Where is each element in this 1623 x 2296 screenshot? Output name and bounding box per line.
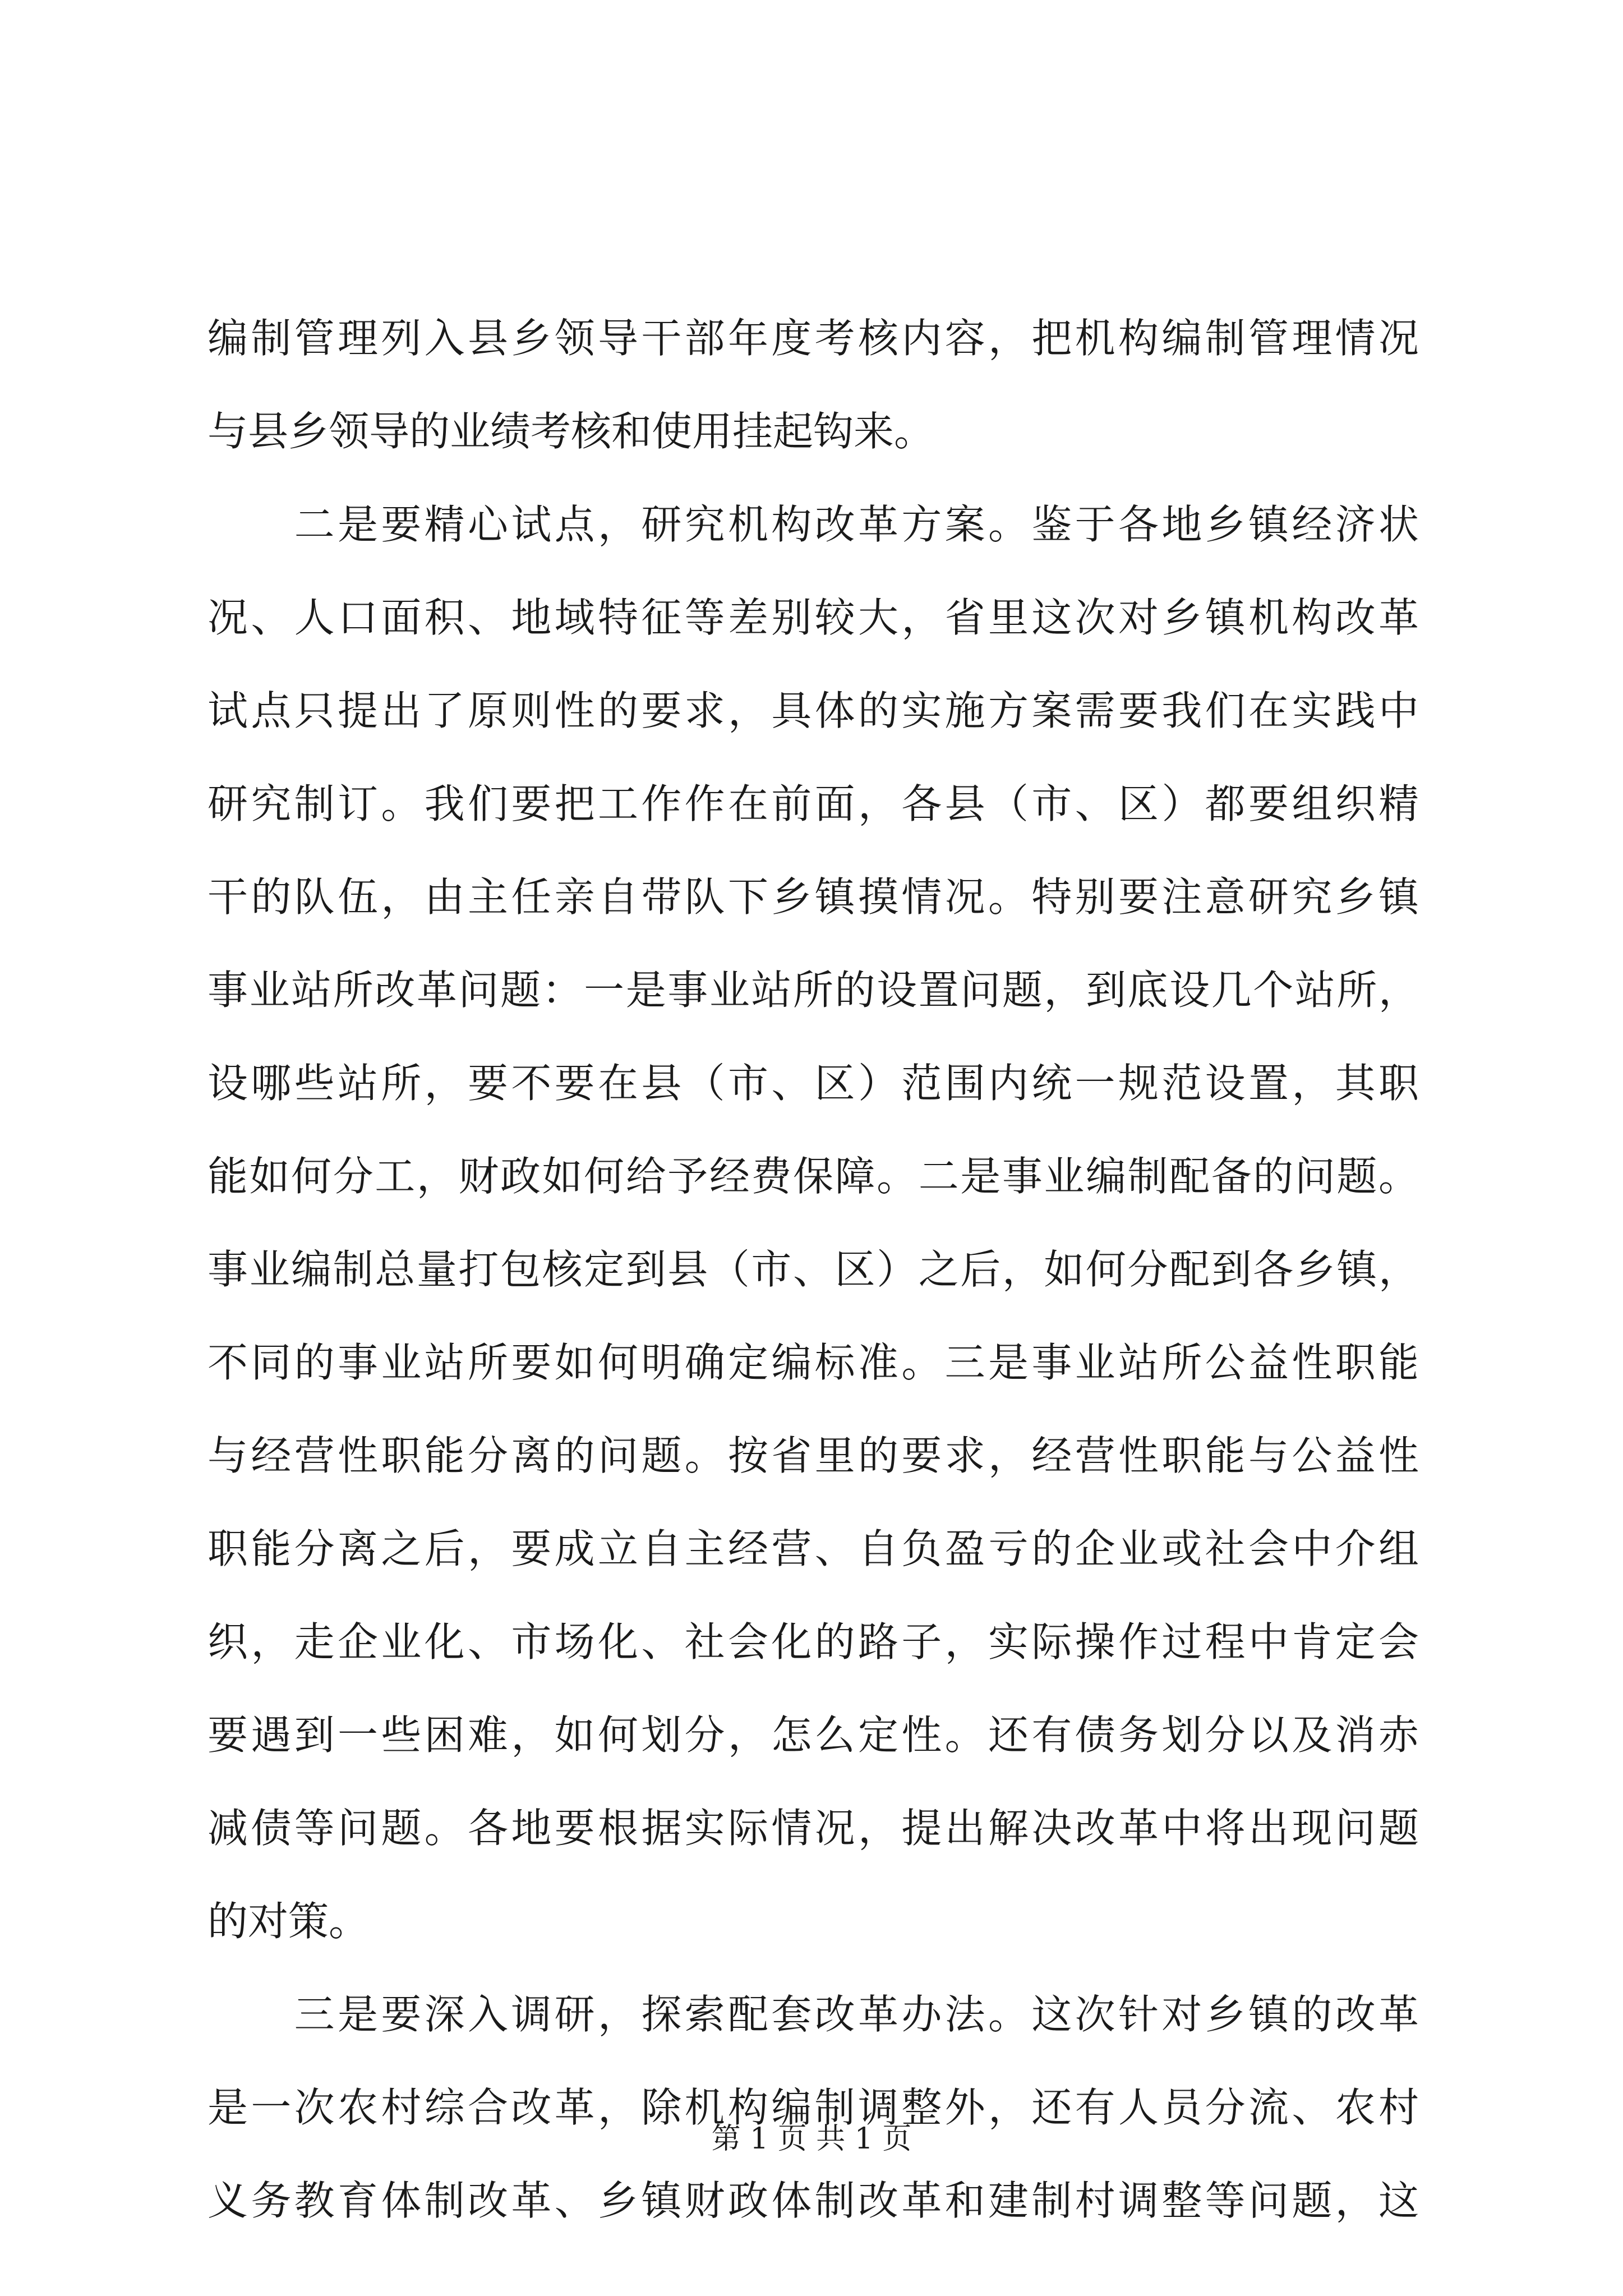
text-line: 织，走企业化、市场化、社会化的路子，实际操作过程中肯定会 xyxy=(208,1618,1419,1665)
text-line: 要遇到一些困难，如何划分，怎么定性。还有债务划分以及消赤 xyxy=(208,1711,1419,1759)
text-line: 干的队伍，由主任亲自带队下乡镇摸情况。特别要注意研究乡镇 xyxy=(208,873,1419,921)
text-line: 事业站所改革问题：一是事业站所的设置问题，到底设几个站所， xyxy=(208,967,1419,1014)
text-line: 是一次农村综合改革，除机构编制调整外，还有人员分流、农村 xyxy=(208,2084,1419,2131)
text-line: 与县乡领导的业绩考核和使用挂起钩来。 xyxy=(208,408,935,455)
text-line: 编制管理列入县乡领导干部年度考核内容，把机构编制管理情况 xyxy=(208,315,1419,362)
body-text xyxy=(208,292,1419,2247)
text-line: 研究制订。我们要把工作作在前面，各县（市、区）都要组织精 xyxy=(208,780,1419,827)
text-line: 能如何分工，财政如何给予经费保障。二是事业编制配备的问题。 xyxy=(208,1153,1419,1200)
text-line: 职能分离之后，要成立自主经营、自负盈亏的企业或社会中介组 xyxy=(208,1525,1419,1572)
text-line: 设哪些站所，要不要在县（市、区）范围内统一规范设置，其职 xyxy=(208,1060,1419,1107)
text-line: 与经营性职能分离的问题。按省里的要求，经营性职能与公益性 xyxy=(208,1432,1419,1479)
text-line: 事业编制总量打包核定到县（市、区）之后，如何分配到各乡镇， xyxy=(208,1246,1419,1293)
text-line: 况、人口面积、地域特征等差别较大，省里这次对乡镇机构改革 xyxy=(208,594,1419,641)
text-line: 的对策。 xyxy=(208,1898,370,1945)
page-footer: 第 1 页 共 1 页 xyxy=(711,2122,912,2156)
text-line: 二是要精心试点，研究机构改革方案。鉴于各地乡镇经济状 xyxy=(208,501,1419,548)
text-line: 试点只提出了原则性的要求，具体的实施方案需要我们在实践中 xyxy=(208,687,1419,734)
text-line: 减债等问题。各地要根据实际情况，提出解决改革中将出现问题 xyxy=(208,1805,1419,1852)
text-line: 义务教育体制改革、乡镇财政体制改革和建制村调整等问题，这 xyxy=(208,2177,1419,2224)
text-line: 三是要深入调研，探索配套改革办法。这次针对乡镇的改革 xyxy=(208,1991,1419,2038)
text-line: 不同的事业站所要如何明确定编标准。三是事业站所公益性职能 xyxy=(208,1339,1419,1386)
